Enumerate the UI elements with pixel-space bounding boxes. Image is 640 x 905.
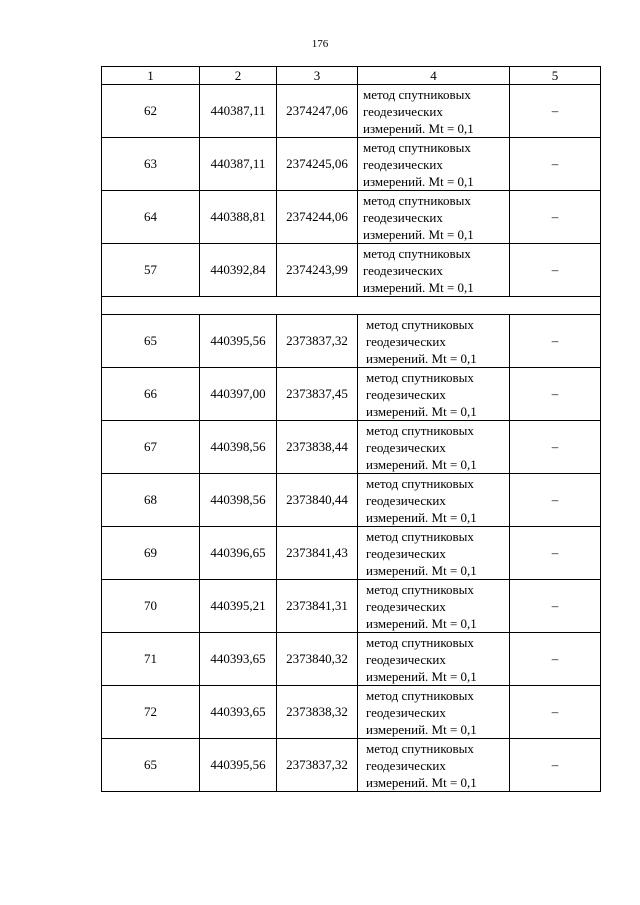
y-coordinate-cell: 2373840,32 bbox=[277, 633, 358, 686]
y-coordinate-cell: 2373837,32 bbox=[277, 739, 358, 792]
note-cell: – bbox=[510, 85, 601, 138]
y-coordinate-cell: 2374244,06 bbox=[277, 191, 358, 244]
page-number: 176 bbox=[311, 38, 329, 50]
y-coordinate-cell: 2373841,31 bbox=[277, 580, 358, 633]
table-row bbox=[102, 191, 601, 244]
table-row bbox=[102, 315, 601, 368]
x-coordinate-cell: 440396,65 bbox=[200, 527, 277, 580]
method-line: геодезических bbox=[366, 704, 446, 720]
x-coordinate-cell: 440387,11 bbox=[200, 85, 277, 138]
note-cell: – bbox=[510, 368, 601, 421]
table-row bbox=[102, 244, 601, 297]
method-line: геодезических bbox=[366, 386, 446, 402]
point-number-cell: 65 bbox=[102, 739, 200, 792]
y-coordinate-cell: 2373837,32 bbox=[277, 315, 358, 368]
note-cell: – bbox=[510, 474, 601, 527]
point-number-cell: 64 bbox=[102, 191, 200, 244]
table-spacer-row bbox=[102, 297, 601, 315]
header-col-4: 4 bbox=[358, 67, 510, 85]
x-coordinate-cell: 440392,84 bbox=[200, 244, 277, 297]
point-number-cell: 62 bbox=[102, 85, 200, 138]
table-row bbox=[102, 138, 601, 191]
method-line: метод спутниковых bbox=[366, 687, 474, 703]
table-spacer-section bbox=[102, 297, 601, 315]
table-body-lower bbox=[102, 315, 601, 792]
y-coordinate-cell: 2373840,44 bbox=[277, 474, 358, 527]
x-coordinate-cell: 440395,21 bbox=[200, 580, 277, 633]
method-cell bbox=[358, 368, 510, 421]
table-row bbox=[102, 580, 601, 633]
point-number-cell: 68 bbox=[102, 474, 200, 527]
method-line: измерений. Mt = 0,1 bbox=[366, 562, 477, 578]
method-line: метод спутниковых bbox=[363, 192, 471, 208]
method-line: измерений. Mt = 0,1 bbox=[366, 509, 477, 525]
y-coordinate-cell: 2373841,43 bbox=[277, 527, 358, 580]
method-cell bbox=[358, 85, 510, 138]
method-line: геодезических bbox=[363, 262, 443, 278]
header-col-2: 2 bbox=[200, 67, 277, 85]
note-cell: – bbox=[510, 686, 601, 739]
method-line: геодезических bbox=[363, 103, 443, 119]
method-line: геодезических bbox=[366, 598, 446, 614]
y-coordinate-cell: 2373838,44 bbox=[277, 421, 358, 474]
point-number-cell: 72 bbox=[102, 686, 200, 739]
point-number-cell: 66 bbox=[102, 368, 200, 421]
note-cell: – bbox=[510, 421, 601, 474]
point-number-cell: 71 bbox=[102, 633, 200, 686]
x-coordinate-cell: 440395,56 bbox=[200, 739, 277, 792]
method-line: измерений. Mt = 0,1 bbox=[363, 226, 474, 242]
method-line: метод спутниковых bbox=[366, 528, 474, 544]
method-line: измерений. Mt = 0,1 bbox=[366, 350, 477, 366]
point-number-cell: 57 bbox=[102, 244, 200, 297]
method-line: измерений. Mt = 0,1 bbox=[366, 721, 477, 737]
method-line: геодезических bbox=[366, 757, 446, 773]
method-line: измерений. Mt = 0,1 bbox=[366, 615, 477, 631]
method-cell bbox=[358, 580, 510, 633]
note-cell: – bbox=[510, 527, 601, 580]
method-line: измерений. Mt = 0,1 bbox=[363, 173, 474, 189]
x-coordinate-cell: 440393,65 bbox=[200, 633, 277, 686]
x-coordinate-cell: 440388,81 bbox=[200, 191, 277, 244]
method-line: измерений. Mt = 0,1 bbox=[366, 774, 477, 790]
y-coordinate-cell: 2373838,32 bbox=[277, 686, 358, 739]
method-line: геодезических bbox=[366, 492, 446, 508]
point-number-cell: 65 bbox=[102, 315, 200, 368]
table-header-row bbox=[102, 67, 601, 85]
method-line: геодезических bbox=[366, 545, 446, 561]
method-line: геодезических bbox=[366, 333, 446, 349]
method-line: метод спутниковых bbox=[366, 581, 474, 597]
method-line: геодезических bbox=[363, 209, 443, 225]
method-line: метод спутниковых bbox=[363, 245, 471, 261]
method-cell bbox=[358, 633, 510, 686]
method-cell bbox=[358, 138, 510, 191]
method-line: метод спутниковых bbox=[366, 316, 474, 332]
header-col-5: 5 bbox=[510, 67, 601, 85]
method-line: метод спутниковых bbox=[363, 86, 471, 102]
note-cell: – bbox=[510, 633, 601, 686]
table-body-upper bbox=[102, 85, 601, 297]
table-row bbox=[102, 739, 601, 792]
point-number-cell: 67 bbox=[102, 421, 200, 474]
method-line: метод спутниковых bbox=[366, 634, 474, 650]
x-coordinate-cell: 440395,56 bbox=[200, 315, 277, 368]
method-cell bbox=[358, 421, 510, 474]
method-cell bbox=[358, 244, 510, 297]
point-number-cell: 70 bbox=[102, 580, 200, 633]
note-cell: – bbox=[510, 244, 601, 297]
point-number-cell: 63 bbox=[102, 138, 200, 191]
x-coordinate-cell: 440397,00 bbox=[200, 368, 277, 421]
table-row bbox=[102, 85, 601, 138]
note-cell: – bbox=[510, 191, 601, 244]
method-cell bbox=[358, 739, 510, 792]
table-row bbox=[102, 527, 601, 580]
table-row bbox=[102, 474, 601, 527]
table-row bbox=[102, 633, 601, 686]
x-coordinate-cell: 440398,56 bbox=[200, 474, 277, 527]
table-row bbox=[102, 421, 601, 474]
header-col-3: 3 bbox=[277, 67, 358, 85]
method-line: геодезических bbox=[363, 156, 443, 172]
table-row bbox=[102, 368, 601, 421]
method-line: геодезических bbox=[366, 439, 446, 455]
x-coordinate-cell: 440398,56 bbox=[200, 421, 277, 474]
method-line: измерений. Mt = 0,1 bbox=[366, 668, 477, 684]
x-coordinate-cell: 440393,65 bbox=[200, 686, 277, 739]
note-cell: – bbox=[510, 138, 601, 191]
note-cell: – bbox=[510, 739, 601, 792]
method-line: метод спутниковых bbox=[366, 422, 474, 438]
method-line: геодезических bbox=[366, 651, 446, 667]
coordinates-table bbox=[101, 66, 601, 792]
method-line: метод спутниковых bbox=[366, 369, 474, 385]
method-line: метод спутниковых bbox=[366, 740, 474, 756]
method-line: измерений. Mt = 0,1 bbox=[363, 120, 474, 136]
note-cell: – bbox=[510, 315, 601, 368]
point-number-cell: 69 bbox=[102, 527, 200, 580]
method-line: метод спутниковых bbox=[366, 475, 474, 491]
method-cell bbox=[358, 191, 510, 244]
y-coordinate-cell: 2374243,99 bbox=[277, 244, 358, 297]
note-cell: – bbox=[510, 580, 601, 633]
y-coordinate-cell: 2373837,45 bbox=[277, 368, 358, 421]
header-col-1: 1 bbox=[102, 67, 200, 85]
method-cell bbox=[358, 315, 510, 368]
x-coordinate-cell: 440387,11 bbox=[200, 138, 277, 191]
method-line: измерений. Mt = 0,1 bbox=[366, 403, 477, 419]
method-cell bbox=[358, 474, 510, 527]
y-coordinate-cell: 2374245,06 bbox=[277, 138, 358, 191]
y-coordinate-cell: 2374247,06 bbox=[277, 85, 358, 138]
table-row bbox=[102, 686, 601, 739]
method-cell bbox=[358, 527, 510, 580]
method-cell bbox=[358, 686, 510, 739]
spacer-cell bbox=[102, 297, 601, 315]
method-line: измерений. Mt = 0,1 bbox=[363, 279, 474, 295]
method-line: метод спутниковых bbox=[363, 139, 471, 155]
method-line: измерений. Mt = 0,1 bbox=[366, 456, 477, 472]
